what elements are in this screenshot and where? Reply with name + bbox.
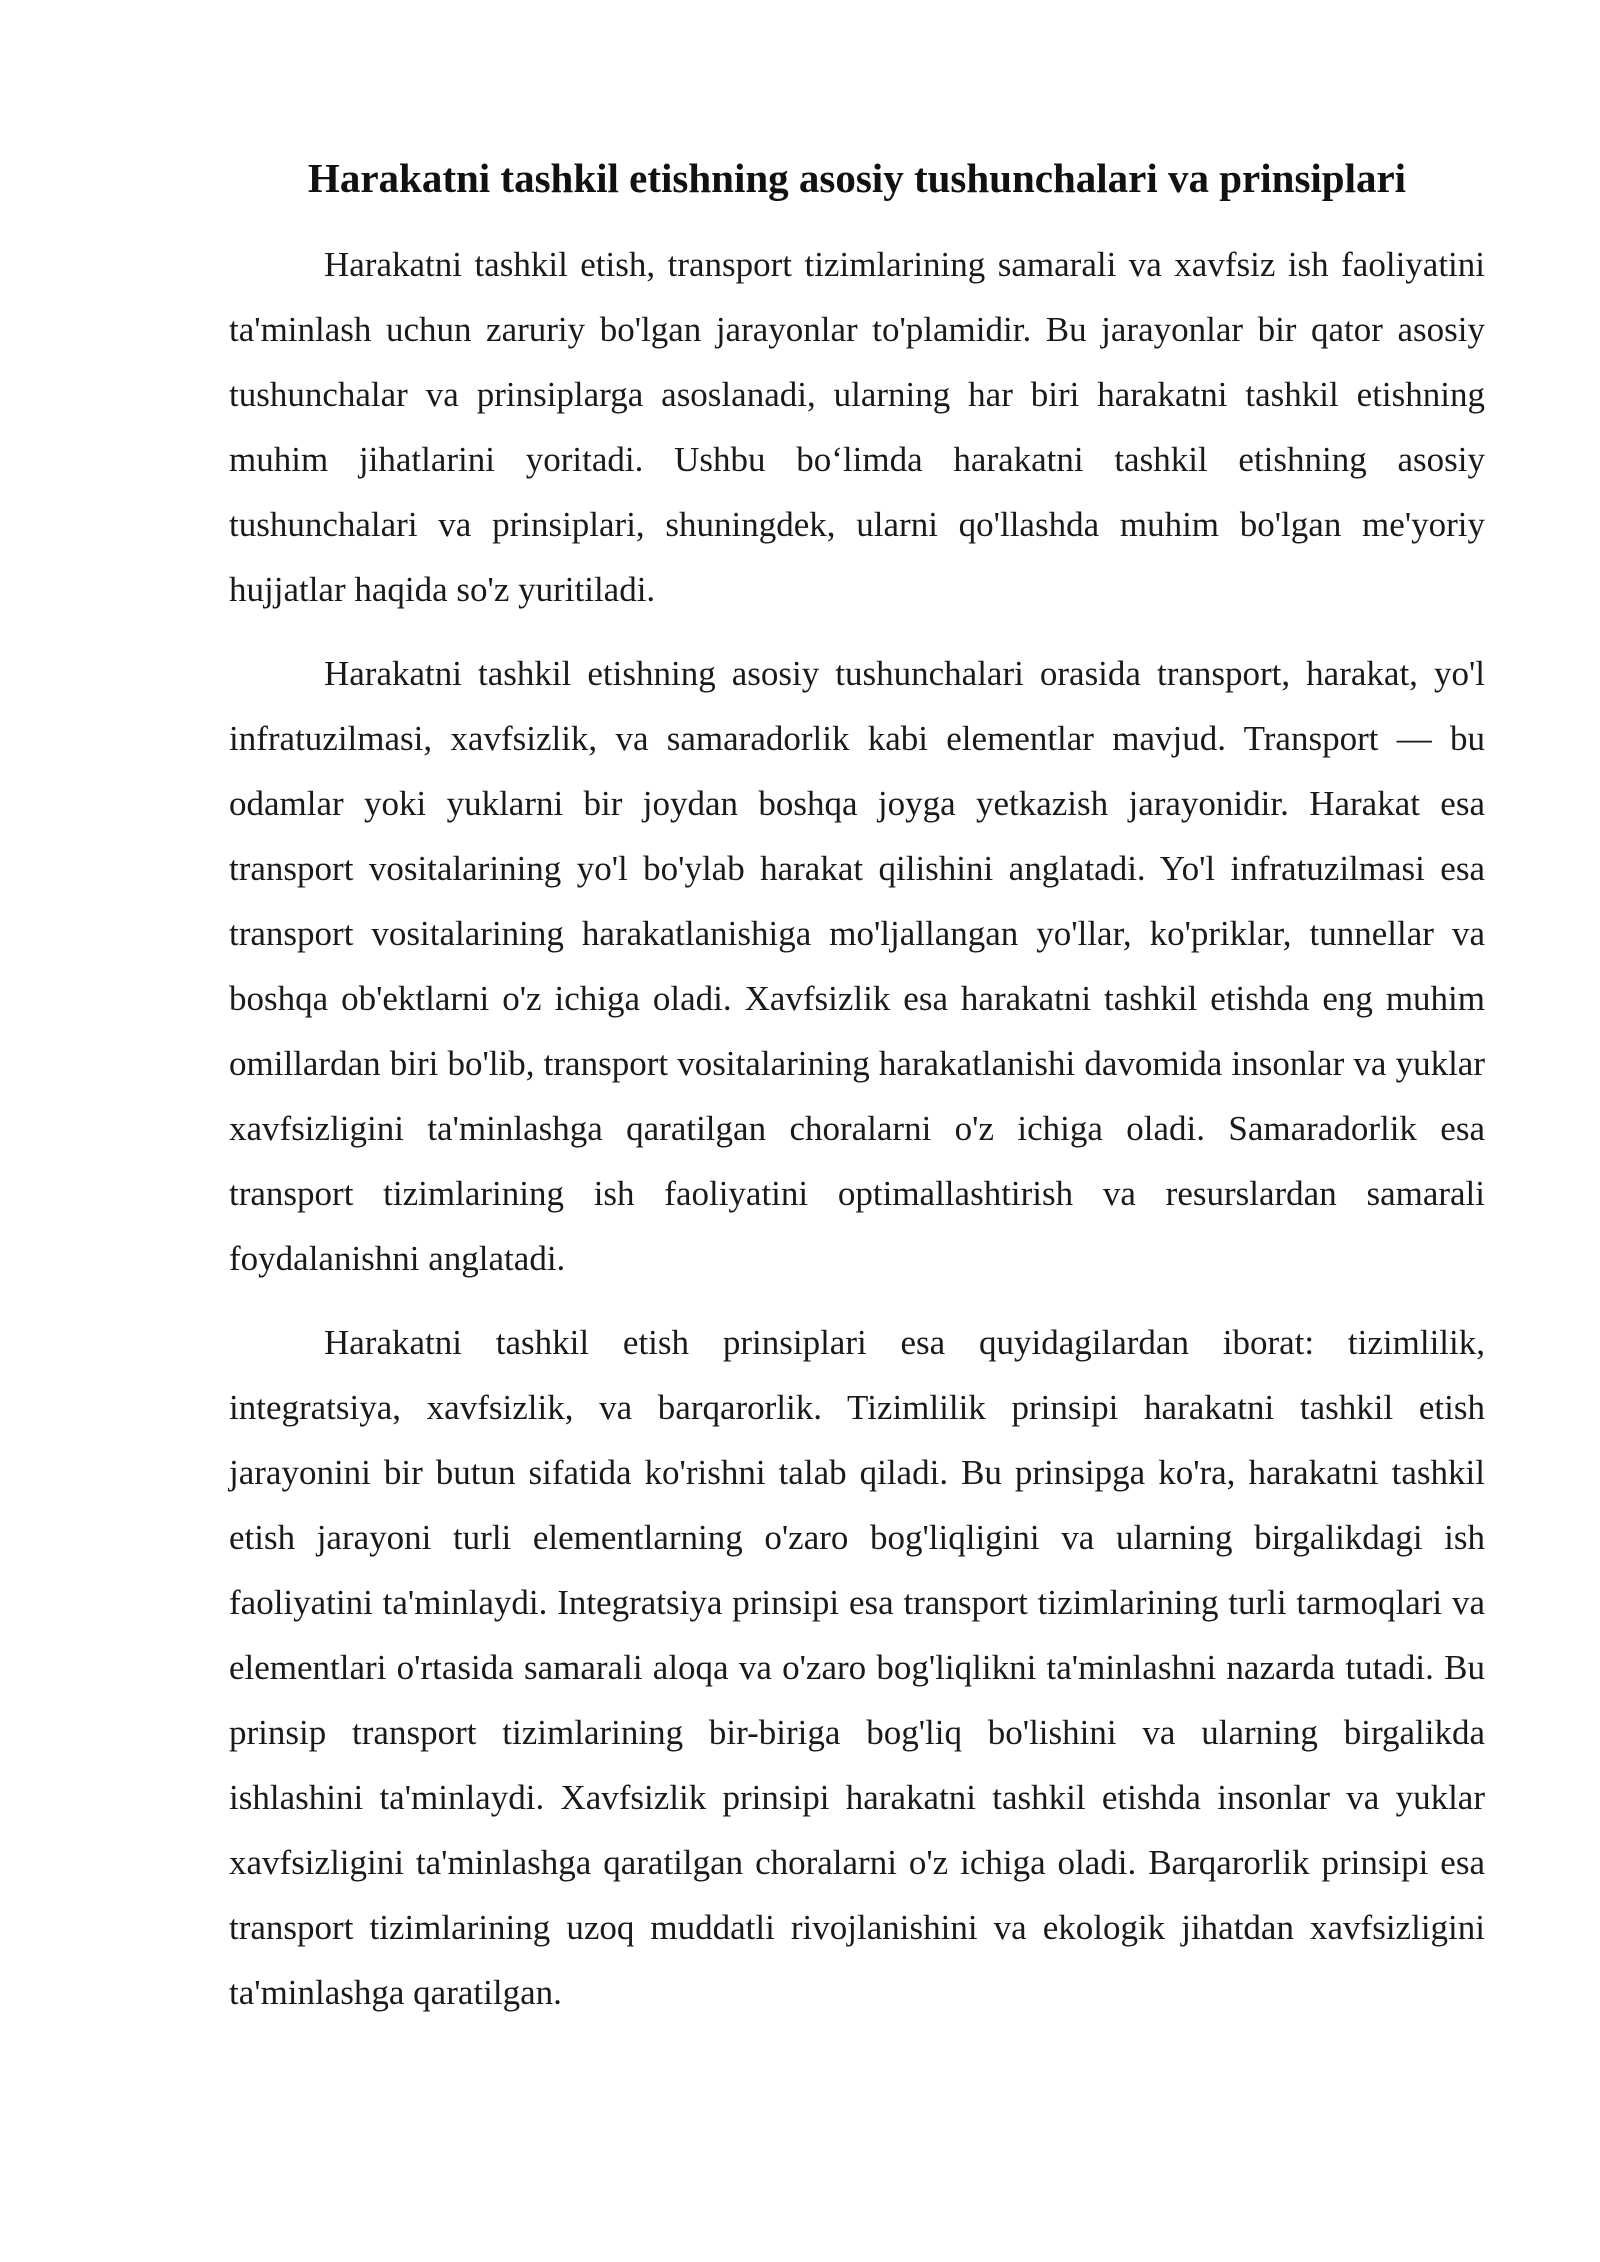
paragraph-principles: Harakatni tashkil etish prinsiplari esa quyidagilardan iborat: tizimlilik, integratsiya, xavfsizlik, va barqarorlik. Tizimlilik prinsipi harakatni tashkil etish jarayonini bir butun sifatida ko'rishni talab qiladi. Bu prinsipga ko'ra, harakatni tashkil etish jarayoni turli elementlarning o'zaro bog'liqligini va ularning birgalikdagi ish faoliyatini ta'minlaydi. Integratsiya prinsipi esa transport tizimlarining turli tarmoqlari va elementlari o'rtasida samarali aloqa va o'zaro bog'liqlikni ta'minlashni nazarda tutadi. Bu prinsip transport tizimlarining bir-biriga bog'liq bo'lishini va ularning birgalikda ishlashini ta'minlaydi. Xavfsizlik prinsipi harakatni tashkil etishda insonlar va yuklar xavfsizligini ta'minlashga qaratilgan choralarni o'z ichiga oladi. Barqarorlik prinsipi esa transport tizimlarining uzoq muddatli rivojlanishini va ekologik jihatdan xavfsizligini ta'minlashga qaratilgan.: [229, 1323, 1485, 2012]
document-title: Harakatni tashkil etishning asosiy tushunchalari va prinsiplari: [307, 155, 1407, 201]
document-page: [229, 150, 1485, 2044]
paragraph-concepts: Harakatni tashkil etishning asosiy tushunchalari orasida transport, harakat, yo'l infratuzilmasi, xavfsizlik, va samaradorlik kabi elementlar mavjud. Transport — bu odamlar yoki yuklarni bir joydan boshqa joyga yetkazish jarayonidir. Harakat esa transport vositalarining yo'l bo'ylab harakat qilishini anglatadi. Yo'l infratuzilmasi esa transport vositalarining harakatlanishiga mo'ljallangan yo'llar, ko'priklar, tunnellar va boshqa ob'ektlarni o'z ichiga oladi. Xavfsizlik esa harakatni tashkil etishda eng muhim omillardan biri bo'lib, transport vositalarining harakatlanishi davomida insonlar va yuklar xavfsizligini ta'minlashga qaratilgan choralarni o'z ichiga oladi. Samaradorlik esa transport tizimlarining ish faoliyatini optimallashtirish va resurslardan samarali foydalanishni anglatadi.: [229, 654, 1485, 1278]
paragraph-intro: Harakatni tashkil etish, transport tizimlarining samarali va xavfsiz ish faoliyatini ta'minlash uchun zaruriy bo'lgan jarayonlar to'plamidir. Bu jarayonlar bir qator asosiy tushunchalar va prinsiplarga asoslanadi, ularning har biri harakatni tashkil etishning muhim jihatlarini yoritadi. Ushbu bo‘limda harakatni tashkil etishning asosiy tushunchalari va prinsiplari, shuningdek, ularni qo'llashda muhim bo'lgan me'yoriy hujjatlar haqida so'z yuritiladi.: [229, 245, 1485, 609]
